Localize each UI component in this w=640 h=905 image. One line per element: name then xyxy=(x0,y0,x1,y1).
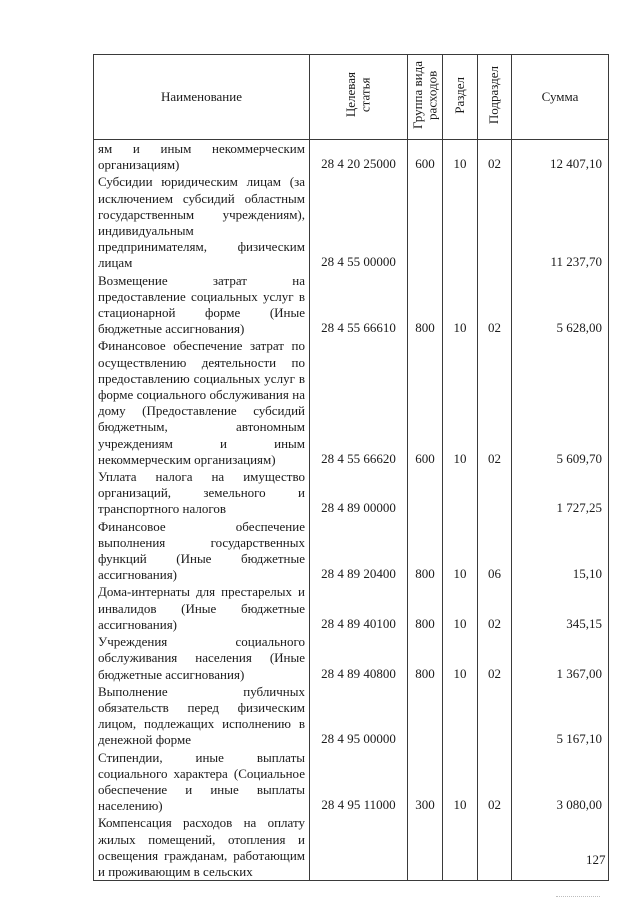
row-section xyxy=(443,173,478,271)
budget-table xyxy=(93,54,609,881)
table-row xyxy=(94,683,609,749)
header-target-article: Целевая статья xyxy=(310,55,408,140)
table-row xyxy=(94,140,609,174)
row-name: Возмещение затрат на предоставление социальных услуг в стационарной форме (Иные бюджетные ассигнования) xyxy=(94,272,310,338)
row-name: Стипендии, иные выплаты социального характера (Социальное обеспечение и иные выплаты населению) xyxy=(94,749,310,815)
row-name: Выполнение публичных обязательств перед физическим лицом, подлежащих исполнению в денежной форме xyxy=(94,683,310,749)
row-code: 28 4 89 00000 xyxy=(310,468,408,518)
table-row xyxy=(94,583,609,633)
row-sum: 1 727,25 xyxy=(512,468,609,518)
row-sum: 12 407,10 xyxy=(512,140,609,174)
row-section xyxy=(443,814,478,880)
row-subsection: 02 xyxy=(478,337,512,468)
row-sum: 345,15 xyxy=(512,583,609,633)
table-row xyxy=(94,518,609,584)
row-subsection xyxy=(478,683,512,749)
table-row xyxy=(94,814,609,880)
page-number: 127 xyxy=(586,852,606,867)
footer-dotted-mark xyxy=(556,896,600,897)
row-section: 10 xyxy=(443,140,478,174)
row-sum: 5 167,10 xyxy=(512,683,609,749)
header-expense-group: Группа вида расходов xyxy=(408,55,443,140)
row-subsection: 02 xyxy=(478,633,512,683)
row-sum: 5 609,70 xyxy=(512,337,609,468)
table-row xyxy=(94,468,609,518)
row-group: 300 xyxy=(408,749,443,815)
row-sum xyxy=(512,814,609,880)
row-subsection xyxy=(478,814,512,880)
header-sum: Сумма xyxy=(512,55,609,140)
table-header-row xyxy=(94,55,609,140)
row-name: Дома-интернаты для престарелых и инвалидов (Иные бюджетные ассигнования) xyxy=(94,583,310,633)
row-group xyxy=(408,683,443,749)
row-subsection: 06 xyxy=(478,518,512,584)
row-code xyxy=(310,814,408,880)
row-sum: 3 080,00 xyxy=(512,749,609,815)
row-name: Учреждения социального обслуживания населения (Иные бюджетные ассигнования) xyxy=(94,633,310,683)
row-code: 28 4 95 11000 xyxy=(310,749,408,815)
row-name: Финансовое обеспечение выполнения государственных функций (Иные бюджетные ассигнования) xyxy=(94,518,310,584)
row-group: 800 xyxy=(408,633,443,683)
table-row xyxy=(94,633,609,683)
row-name: Уплата налога на имущество организаций, земельного и транспортного налогов xyxy=(94,468,310,518)
row-code: 28 4 55 66610 xyxy=(310,272,408,338)
row-group: 800 xyxy=(408,583,443,633)
row-subsection xyxy=(478,468,512,518)
row-group xyxy=(408,468,443,518)
row-group: 800 xyxy=(408,272,443,338)
table-row xyxy=(94,337,609,468)
row-subsection: 02 xyxy=(478,272,512,338)
row-section: 10 xyxy=(443,633,478,683)
row-subsection: 02 xyxy=(478,140,512,174)
row-name: Субсидии юридическим лицам (за исключением субсидий областным государственным учреждениям), индивидуальным предпринимателям, физическим лицам xyxy=(94,173,310,271)
row-name: Компенсация расходов на оплату жилых помещений, отопления и освещения гражданам, работающим и проживающим в сельских xyxy=(94,814,310,880)
table-row xyxy=(94,749,609,815)
row-group: 600 xyxy=(408,337,443,468)
table-row xyxy=(94,272,609,338)
row-group xyxy=(408,814,443,880)
row-section: 10 xyxy=(443,272,478,338)
row-section: 10 xyxy=(443,518,478,584)
row-code: 28 4 95 00000 xyxy=(310,683,408,749)
row-name: Финансовое обеспечение затрат по осуществлению деятельности по предоставлению социальных услуг в форме социального обслуживания на дому (Предоставление субсидий бюджетным, автономным учреждениям и иным некоммерческим организациям) xyxy=(94,337,310,468)
row-code: 28 4 55 66620 xyxy=(310,337,408,468)
row-section xyxy=(443,468,478,518)
row-code: 28 4 20 25000 xyxy=(310,140,408,174)
row-sum: 11 237,70 xyxy=(512,173,609,271)
row-name: ям и иным некоммерческим организациям) xyxy=(94,140,310,174)
row-sum: 1 367,00 xyxy=(512,633,609,683)
row-subsection xyxy=(478,173,512,271)
row-group: 800 xyxy=(408,518,443,584)
row-code: 28 4 89 40100 xyxy=(310,583,408,633)
row-subsection: 02 xyxy=(478,583,512,633)
row-subsection: 02 xyxy=(478,749,512,815)
row-section xyxy=(443,683,478,749)
row-section: 10 xyxy=(443,337,478,468)
row-code: 28 4 55 00000 xyxy=(310,173,408,271)
header-name: Наименование xyxy=(94,55,310,140)
row-sum: 15,10 xyxy=(512,518,609,584)
header-subsection: Подраздел xyxy=(478,55,512,140)
row-group xyxy=(408,173,443,271)
row-section: 10 xyxy=(443,749,478,815)
row-group: 600 xyxy=(408,140,443,174)
table-row xyxy=(94,173,609,271)
row-code: 28 4 89 40800 xyxy=(310,633,408,683)
row-code: 28 4 89 20400 xyxy=(310,518,408,584)
header-section: Раздел xyxy=(443,55,478,140)
row-sum: 5 628,00 xyxy=(512,272,609,338)
row-section: 10 xyxy=(443,583,478,633)
